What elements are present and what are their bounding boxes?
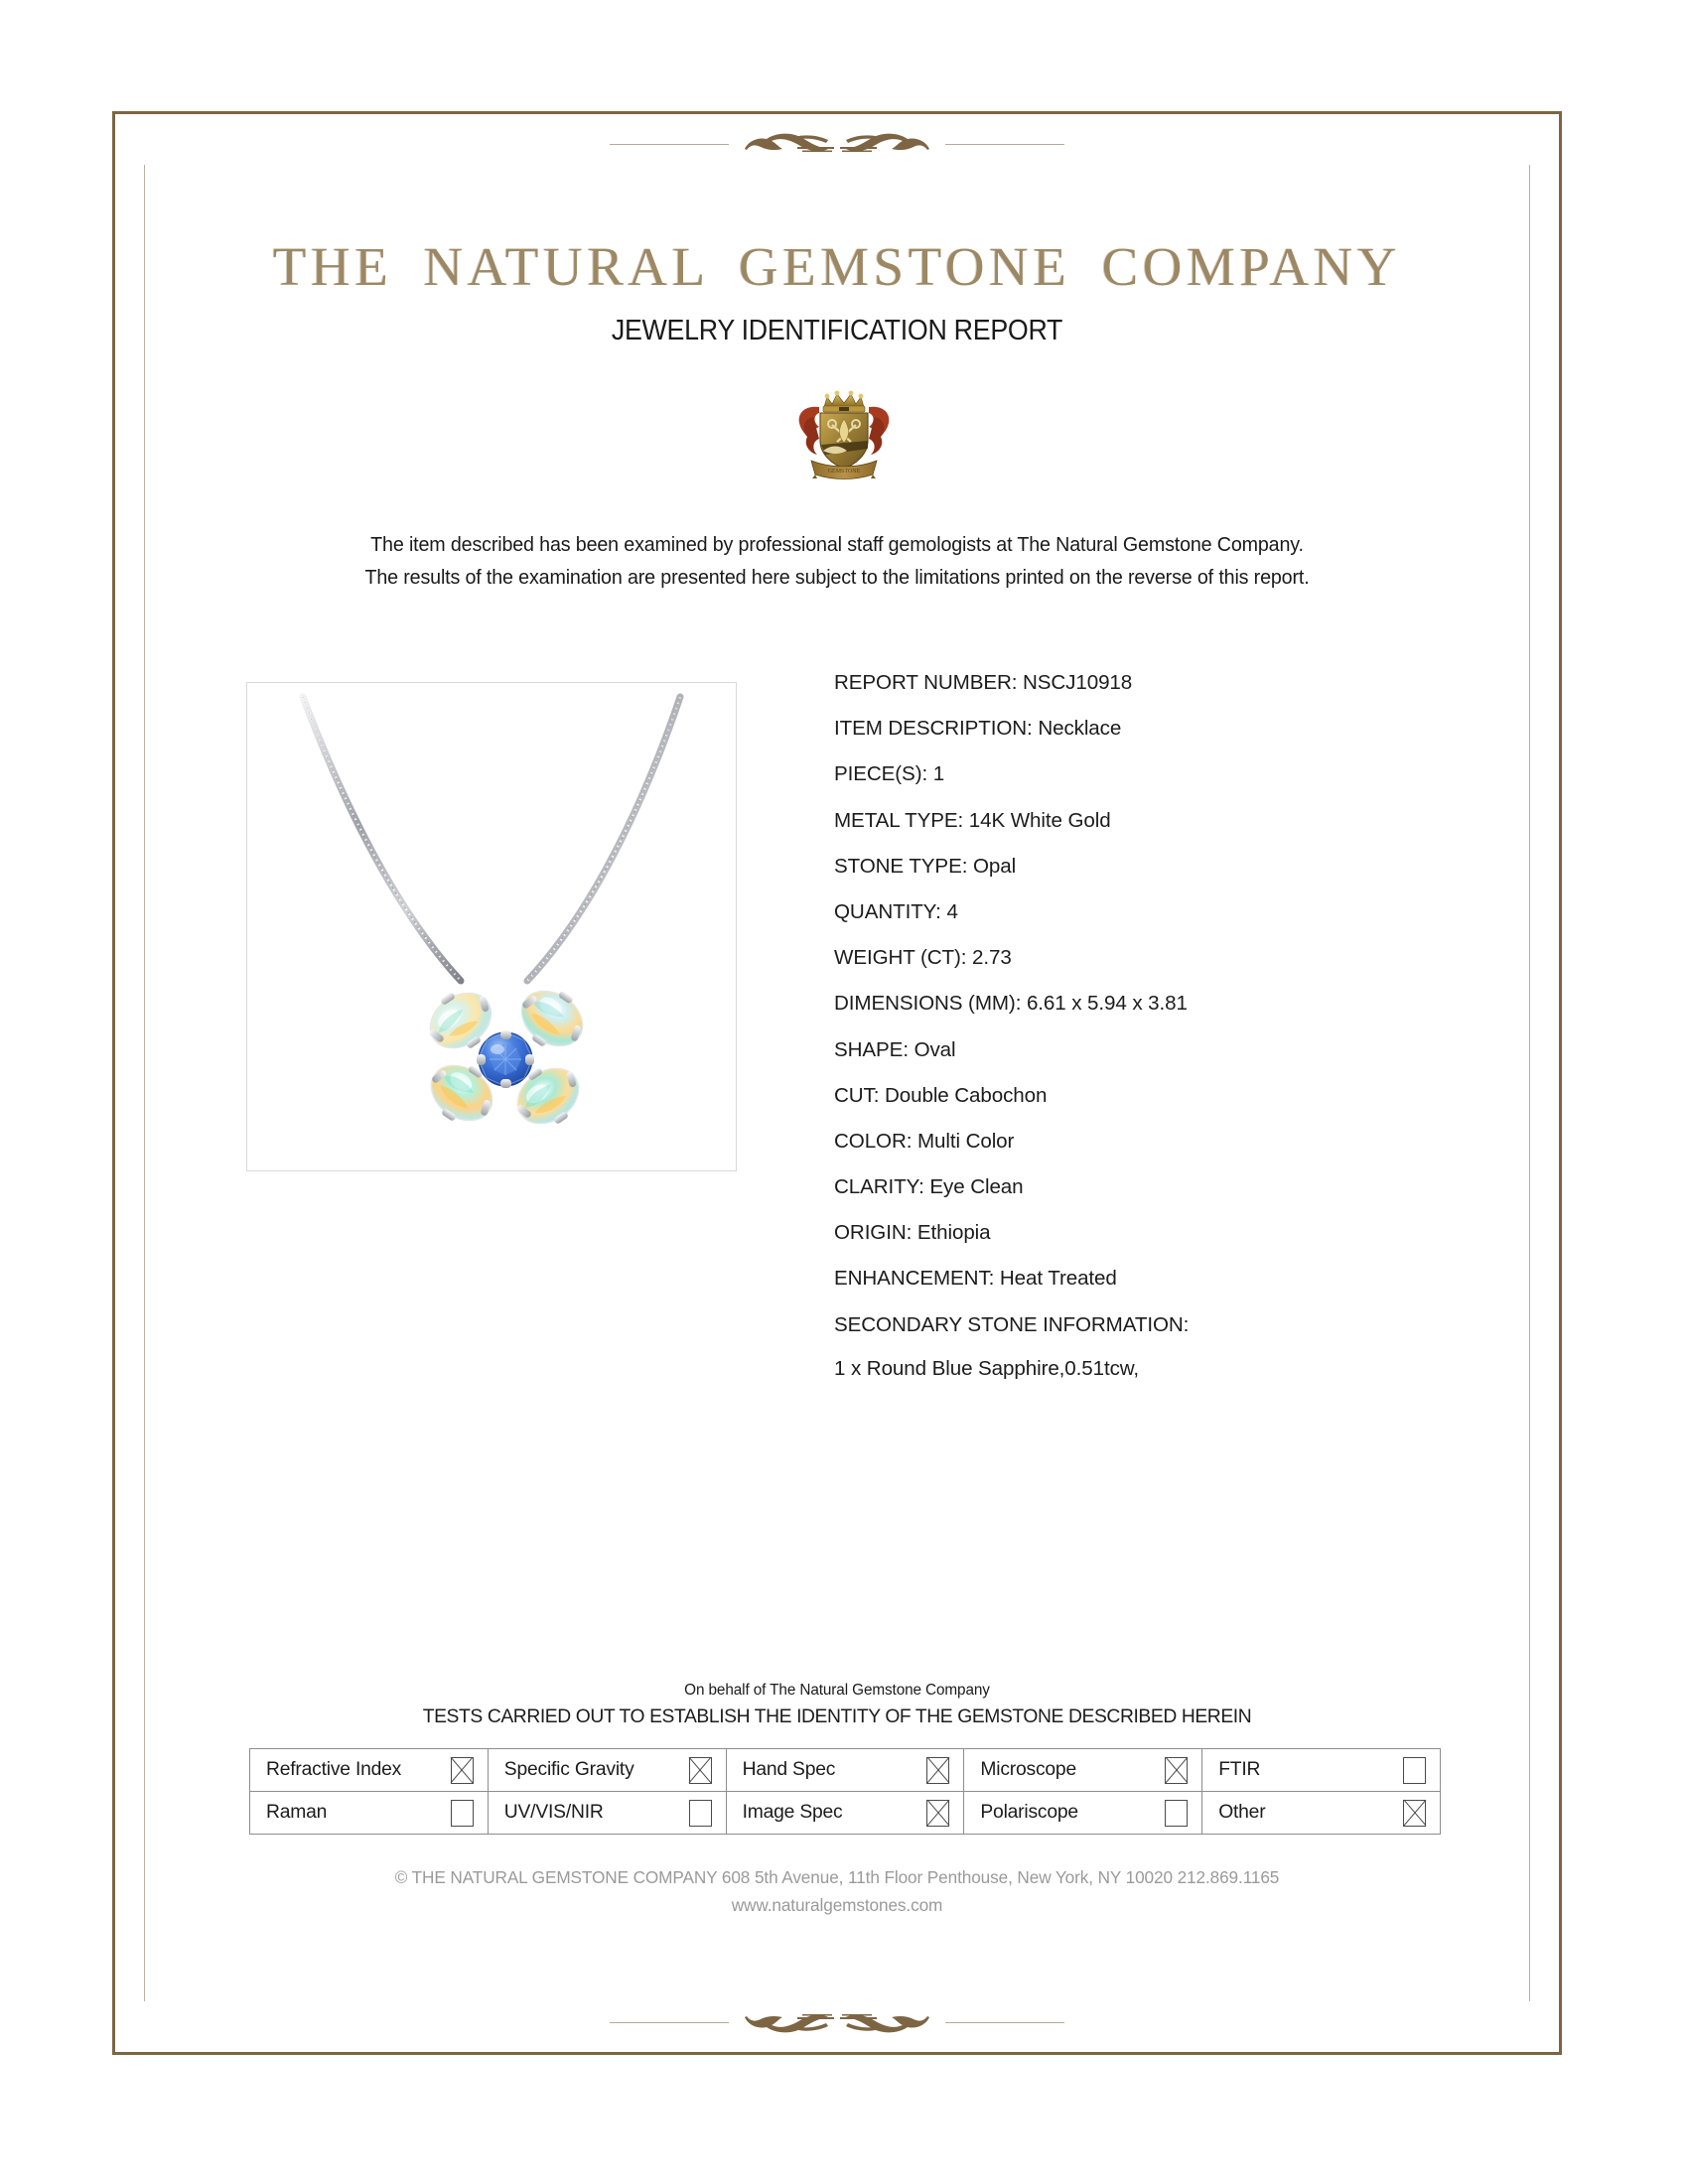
test-checkbox[interactable] [1403,1800,1426,1827]
test-cell-uv-vis-nir[interactable] [488,1792,726,1835]
detail-label: SHAPE: [834,1037,909,1061]
flourish-rule-right [945,2022,1064,2023]
flourish-rule-left [610,2022,729,2023]
tests-heading: TESTS CARRIED OUT TO ESTABLISH THE IDENTITY OF THE GEMSTONE DESCRIBED HEREIN [422,1706,1252,1727]
heraldic-crest-icon [779,389,909,480]
detail-label: ENHANCEMENT: [834,1267,995,1291]
detail-label: PIECE(S): [834,762,928,786]
flourish-rule-right [945,144,1064,145]
detail-shape [834,1037,1470,1063]
detail-enhancement [834,1266,1470,1292]
footer [144,1863,1530,1919]
detail-value: Oval [914,1037,956,1061]
detail-secondary-stone-header [834,1312,1470,1338]
test-cell-ftir[interactable] [1202,1749,1441,1792]
company-title: THE NATURAL GEMSTONE COMPANY [272,236,1402,297]
table-row [250,1749,1441,1792]
detail-pieces [834,761,1470,787]
detail-label: STONE TYPE: [834,854,968,878]
detail-value: 1 [932,762,945,786]
test-cell-raman[interactable] [250,1792,489,1835]
detail-label: CLARITY: [834,1175,924,1199]
detail-metal-type [834,808,1470,834]
test-checkbox[interactable] [451,1757,474,1784]
footer-address-line: © THE NATURAL GEMSTONE COMPANY 608 5th Avenue, 11th Floor Penthouse, New York, NY 10020 212.869.1165 [394,1867,1280,1887]
detail-label: COLOR: [834,1129,913,1153]
flourish-swash-icon [743,127,931,161]
intro-line-1: The item described has been examined by professional staff gemologists at The Natural Gemstone Company. [370,534,1304,556]
detail-cut [834,1083,1470,1109]
intro-line-2: The results of the examination are presented here subject to the limitations printed on the reverse of this report. [364,567,1310,589]
test-checkbox[interactable] [926,1757,949,1784]
detail-value: Heat Treated [999,1267,1117,1291]
tests-table [249,1748,1441,1835]
detail-dimensions [834,991,1470,1017]
detail-color [834,1129,1470,1155]
top-ornament-flourish [144,123,1530,165]
jewelry-photo-frame [246,682,737,1171]
detail-origin [834,1220,1470,1246]
detail-report-number [834,670,1470,696]
detail-value: Opal [972,854,1017,878]
detail-value: NSCJ10918 [1022,671,1133,694]
bottom-ornament-flourish [144,2001,1530,2043]
test-cell-microscope[interactable] [964,1749,1202,1792]
test-checkbox[interactable] [689,1757,712,1784]
detail-weight [834,945,1470,971]
test-checkbox[interactable] [689,1800,712,1827]
test-checkbox[interactable] [1165,1800,1188,1827]
footer-website-line[interactable]: www.naturalgemstones.com [731,1895,943,1915]
detail-label: SECONDARY STONE INFORMATION: [834,1312,1190,1336]
detail-label: CUT: [834,1083,880,1107]
test-checkbox[interactable] [1403,1757,1426,1784]
detail-label: ITEM DESCRIPTION: [834,717,1033,741]
test-label: Microscope [980,1759,1076,1780]
test-cell-image-spec[interactable] [726,1792,964,1835]
detail-value: Necklace [1038,717,1122,741]
test-cell-polariscope[interactable] [964,1792,1202,1835]
detail-value: 4 [946,899,958,923]
test-label: Refractive Index [266,1759,402,1780]
opal-sapphire-flower-necklace-photo [247,683,736,1170]
detail-label: DIMENSIONS (MM): [834,992,1022,1016]
test-label: Specific Gravity [503,1759,634,1780]
test-label: FTIR [1218,1759,1261,1780]
test-label: Raman [266,1802,328,1823]
test-cell-refractive-index[interactable] [250,1749,489,1792]
intro-paragraph [144,529,1530,595]
table-row [250,1792,1441,1835]
detail-label: METAL TYPE: [834,808,964,832]
test-label: Polariscope [980,1802,1078,1823]
gem-details-list [834,670,1470,1402]
test-cell-other[interactable] [1202,1792,1441,1835]
svg-text:GEMSTONE: GEMSTONE [827,469,861,475]
detail-label: QUANTITY: [834,899,941,923]
test-cell-specific-gravity[interactable] [488,1749,726,1792]
test-label: Image Spec [742,1802,843,1823]
detail-value: 6.61 x 5.94 x 3.81 [1026,992,1188,1016]
detail-value: Ethiopia [916,1221,991,1245]
test-checkbox[interactable] [451,1800,474,1827]
detail-value: Double Cabochon [885,1083,1048,1107]
flourish-rule-left [610,144,729,145]
on-behalf-text: On behalf of The Natural Gemstone Company [684,1682,990,1699]
detail-clarity [834,1174,1470,1200]
detail-secondary-stone-value: 1 x Round Blue Sapphire,0.51tcw, [834,1356,1140,1380]
detail-label: ORIGIN: [834,1221,913,1245]
detail-value: 14K White Gold [968,808,1111,832]
test-label: UV/VIS/NIR [503,1802,604,1823]
detail-stone-type [834,854,1470,880]
test-label: Other [1218,1802,1266,1823]
detail-value: Multi Color [916,1129,1015,1153]
detail-value: Eye Clean [929,1175,1024,1199]
detail-label: REPORT NUMBER: [834,671,1018,694]
test-checkbox[interactable] [926,1800,949,1827]
flourish-swash-icon [743,2005,931,2039]
report-title: JEWELRY IDENTIFICATION REPORT [611,315,1063,346]
detail-value: 2.73 [972,946,1012,970]
detail-label: WEIGHT (CT): [834,946,967,970]
test-label: Hand Spec [742,1759,836,1780]
test-cell-hand-spec[interactable] [726,1749,964,1792]
test-checkbox[interactable] [1165,1757,1188,1784]
detail-item-description [834,716,1470,742]
detail-quantity [834,899,1470,925]
